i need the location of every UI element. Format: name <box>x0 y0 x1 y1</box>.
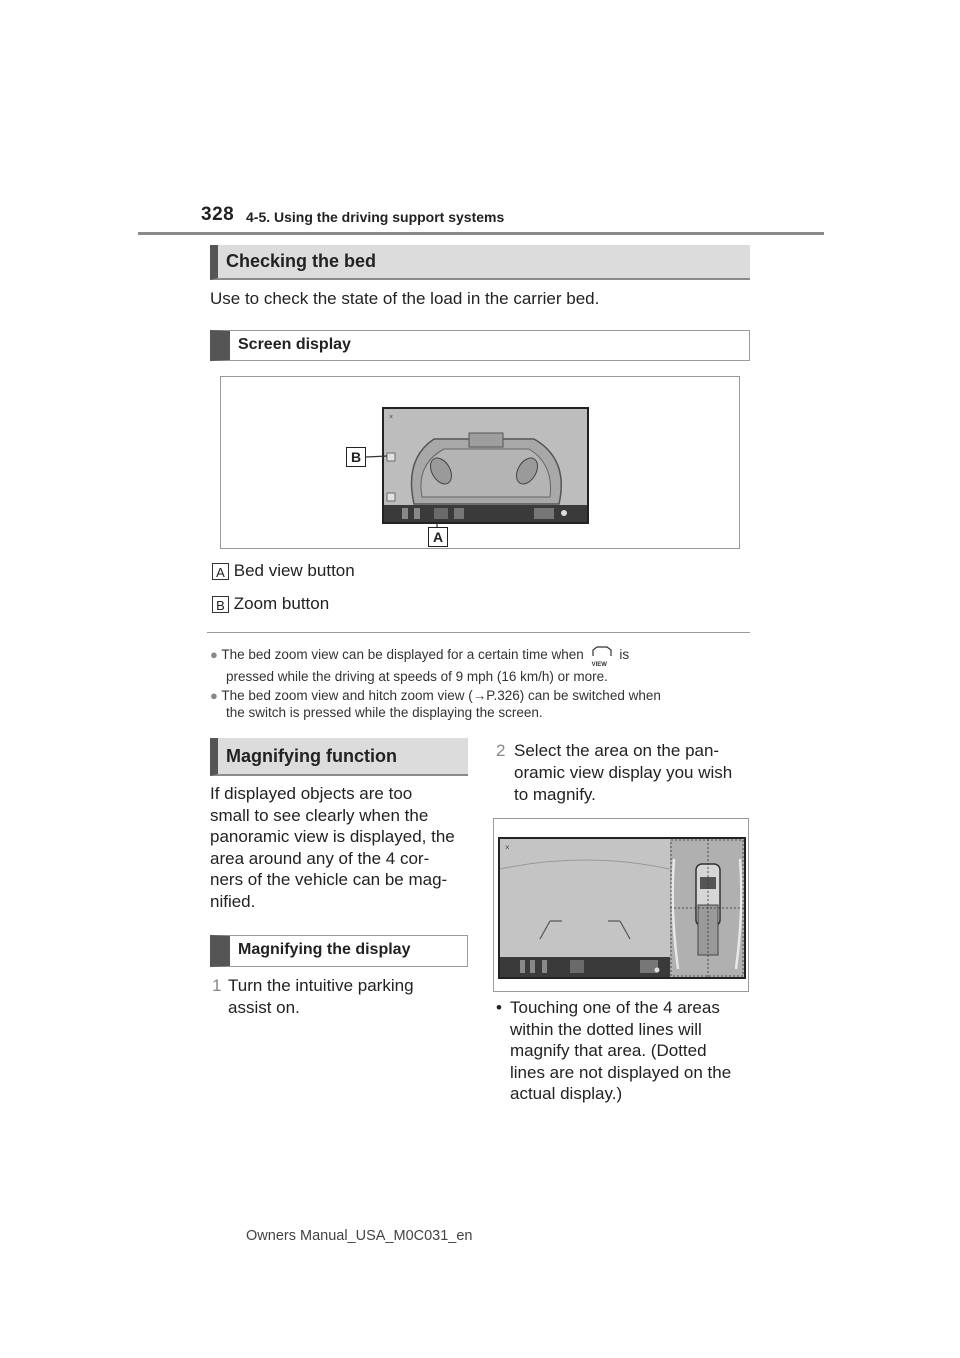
bullet-icon: ● <box>210 647 218 662</box>
legend-text-a: Bed view button <box>233 561 355 580</box>
panoramic-view-screen <box>498 837 746 979</box>
magnifying-intro-line: nified. <box>210 891 256 911</box>
touch-note-line: Touching one of the 4 areas <box>510 998 720 1017</box>
heading-checking-bed <box>210 245 750 280</box>
step-2-line2: oramic view display you wish <box>514 763 733 782</box>
step-2-number: 2 <box>496 741 506 760</box>
subheading-screen-display-label: Screen display <box>238 336 351 353</box>
view-button-icon <box>591 646 613 669</box>
footer-doc-id: Owners Manual_USA_M0C031_en <box>246 1228 473 1244</box>
svg-text:×: × <box>505 843 510 852</box>
legend-letter-b: B <box>212 596 229 613</box>
heading-checking-bed-label: Checking the bed <box>226 251 377 271</box>
panoramic-view-illustration <box>500 839 744 977</box>
svg-text:×: × <box>389 414 394 421</box>
note-2-line1: The bed zoom view and hitch zoom view (→P.326) can be switched when <box>221 688 661 703</box>
heading-magnifying-function-label: Magnifying function <box>226 745 397 766</box>
step-2-line3: to magnify. <box>514 785 596 804</box>
step-1 <box>212 975 414 1019</box>
page-number: 328 <box>201 204 235 225</box>
note-1-line1b: is <box>619 647 630 662</box>
bullet-icon: • <box>496 998 502 1017</box>
touch-note <box>496 997 731 1105</box>
note-2 <box>210 687 755 721</box>
bed-view-figure <box>220 376 740 549</box>
magnifying-intro-line: ners of the vehicle can be mag- <box>210 870 448 889</box>
magnifying-intro <box>210 783 455 912</box>
legend-item-a <box>212 560 355 582</box>
note-1-line1a: The bed zoom view can be displayed for a certain time when <box>221 647 584 662</box>
magnifying-intro-line: small to see clearly when the <box>210 805 429 825</box>
touch-note-line: magnify that area. (Dotted <box>510 1041 707 1060</box>
checking-bed-intro: Use to check the state of the load in the carrier bed. <box>210 289 600 308</box>
header-rule <box>138 232 824 235</box>
subheading-magnifying-display <box>210 935 468 967</box>
view-icon-label: VIEW <box>591 662 607 669</box>
step-2-line1: Select the area on the pan- <box>514 741 720 760</box>
notes-divider <box>207 632 750 633</box>
bullet-icon: ● <box>210 688 218 703</box>
legend-letter-a: A <box>212 563 229 580</box>
legend-item-b <box>212 593 329 615</box>
note-1 <box>210 645 755 686</box>
subheading-screen-display <box>210 330 750 361</box>
callout-lines <box>221 377 741 550</box>
magnifying-intro-line: panoramic view is displayed, the <box>210 827 455 846</box>
magnifying-intro-line: If displayed objects are too <box>210 784 413 803</box>
note-1-line2: pressed while the driving at speeds of 9 mph (16 km/h) or more. <box>226 669 608 685</box>
step-1-number: 1 <box>212 976 222 995</box>
section-title: 4-5. Using the driving support systems <box>246 209 505 225</box>
touch-note-line: within the dotted lines will <box>510 1019 702 1039</box>
note-2-line2: the switch is pressed while the displaying the screen. <box>226 705 543 720</box>
legend-text-b: Zoom button <box>233 594 330 613</box>
magnifying-intro-line: area around any of the 4 cor- <box>210 848 430 868</box>
step-2 <box>496 740 732 806</box>
callout-b: B <box>346 447 366 467</box>
step-1-line1: Turn the intuitive parking <box>228 976 414 995</box>
touch-note-line: lines are not displayed on the <box>510 1062 732 1082</box>
heading-magnifying-function <box>210 738 468 776</box>
callout-a: A <box>428 527 448 547</box>
step-1-line2: assist on. <box>228 998 300 1017</box>
panoramic-view-figure <box>493 818 749 992</box>
subheading-magnifying-display-label: Magnifying the display <box>238 941 411 958</box>
touch-note-line: actual display.) <box>510 1084 623 1103</box>
